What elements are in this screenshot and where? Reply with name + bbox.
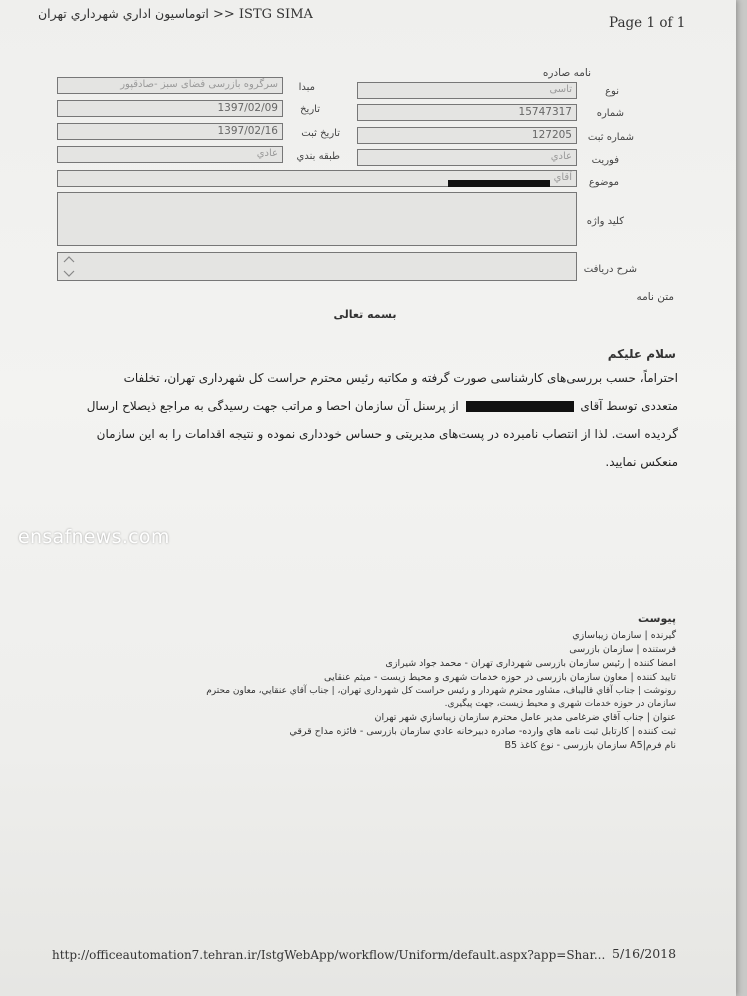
attachment-line: تاييد كننده | معاون سازمان بازرسی در حوزه خدمات شهری و محیط زیست - میثم عنقایی [324, 672, 676, 683]
letter-line-4: منعکس نمایید. [605, 455, 678, 469]
urgency-label: فوريت [591, 155, 619, 166]
attachment-line: رونوشت | جناب آقاي قاليباف، مشاور محترم شهردار و رئیس حراست کل شهرداری تهران، | جناب آقاي عنقايي، معاون محترم [206, 686, 676, 696]
attachment-line: گيرنده | سازمان زيباسازي [572, 630, 676, 641]
letter-line-2: متعددی توسط آقای از پرسنل آن سازمان احصا و مراتب جهت رسیدگی به مراجع ذیصلاح ارسال [86, 399, 678, 413]
reg-date-field[interactable]: 1397/02/16 [57, 123, 283, 140]
footer-date: 5/16/2018 [612, 946, 677, 961]
attachments-title: پیوست [638, 612, 676, 625]
letter-line-3: گردیده است. لذا از انتصاب نامبرده در پست‌های مدیریتی و حساس خودداری نموده و نتیجه اقدامات را به این سازمان [96, 427, 678, 441]
date-field[interactable]: 1397/02/09 [57, 100, 283, 117]
origin-field[interactable]: سرگروه بازرسی فضای سبز -صادقپور [57, 77, 283, 94]
scroll-arrows-icon[interactable] [63, 254, 75, 280]
app-title: ISTG SIMA [238, 7, 313, 22]
greeting: سلام علیکم [607, 347, 676, 361]
number-field[interactable]: 15747317 [357, 104, 577, 121]
footer-url: http://officeautomation7.tehran.ir/IstgWebApp/workflow/Uniform/default.aspx?app=Shar... [52, 948, 606, 962]
page-number: Page 1 of 1 [609, 15, 686, 31]
section-title: نامه صادره [542, 67, 591, 79]
attachment-line: نام فرم|A5 سازمان بازرسی - نوع كاغذ B5 [504, 740, 676, 751]
attachment-line: ثبت كننده | كارتابل ثبت نامه هاي وارده- صادره دبيرخانه عادي سازمان بازرسی - فائزه مداح قرقي [289, 726, 676, 737]
name-redaction [466, 401, 574, 412]
bismillah: بسمه تعالی [333, 308, 397, 321]
number-label: شماره [596, 108, 624, 119]
reg-number-field[interactable]: 127205 [357, 127, 577, 144]
date-label: تاريخ [300, 104, 320, 115]
recipient-desc-textarea[interactable] [57, 252, 577, 281]
watermark: ensafnews.com [18, 526, 170, 548]
classification-field[interactable]: عادي [57, 146, 283, 163]
reg-date-label: تاريخ ثبت [301, 128, 340, 139]
attachment-line: امضا كننده | رئیس سازمان بازرسی شهرداری تهران - محمد جواد شیرازی [385, 658, 676, 669]
letter-text-label: متن نامه [636, 291, 674, 303]
urgency-field[interactable]: عادي [357, 149, 577, 166]
letter-line-1: احتراماً، حسب بررسی‌های کارشناسی صورت گرفته و مکاتبه رئیس محترم حراست کل شهرداری تهران، تخلفات [123, 371, 678, 385]
title-separator: >> [212, 7, 235, 22]
system-title-persian: اتوماسيون اداري شهرداري تهران [38, 6, 209, 21]
subject-field[interactable]: آقاي [57, 170, 577, 187]
classification-label: طبقه بندي [296, 151, 340, 162]
type-label: نوع [605, 86, 619, 97]
reg-number-label: شماره ثبت [587, 132, 634, 143]
attachment-line: فرستنده | سازمان بازرسی [569, 644, 676, 655]
origin-label: مبدا [298, 82, 315, 93]
keyword-label: كليد واژه [586, 216, 624, 227]
attachment-line: عنوان | جناب آقاي ضرغامی مدير عامل محترم سازمان زيباسازي شهر تهران [374, 712, 676, 723]
attachment-line: سازمان در حوزه خدمات شهری و محیط زیست، جهت پیگیری. [444, 699, 676, 709]
type-field[interactable]: تاسی [357, 82, 577, 99]
subject-label: موضوع [588, 177, 619, 188]
subject-redaction [448, 180, 550, 187]
recipient-desc-label: شرح دريافت [583, 264, 637, 275]
page-header-title [38, 6, 313, 22]
keyword-textarea[interactable] [57, 192, 577, 246]
